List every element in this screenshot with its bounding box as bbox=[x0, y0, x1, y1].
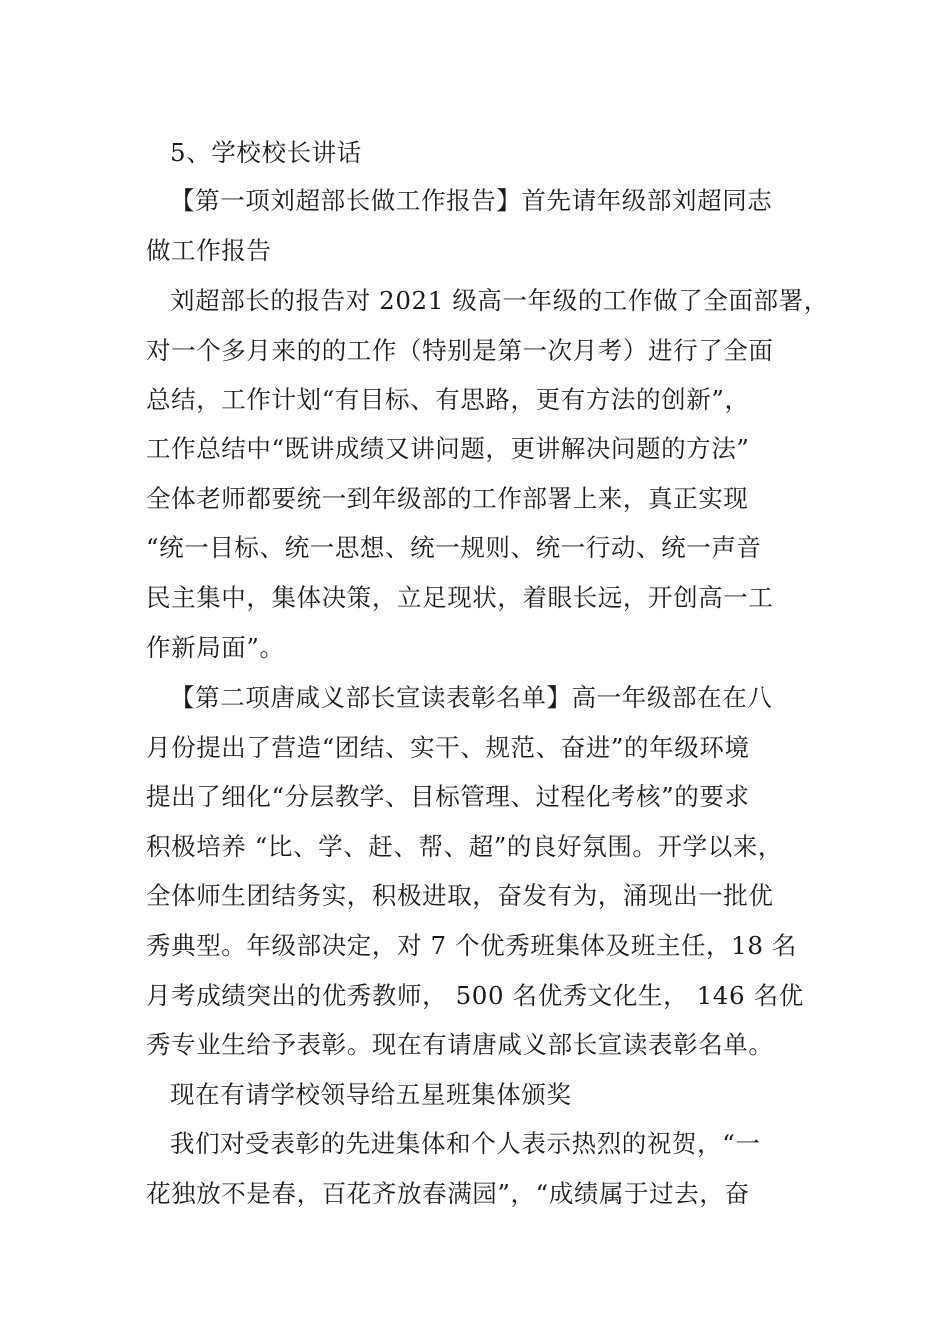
text-line: 花独放不是春，百花齐放春满园”，“成绩属于过去，奋 bbox=[146, 1179, 750, 1208]
text-line: 积极培养 “比、学、赶、帮、超”的良好氛围。开学以来， bbox=[146, 832, 784, 861]
text-line: 月份提出了营造“团结、实干、规范、奋进”的年级环境 bbox=[146, 733, 750, 762]
text-line: 工作总结中“既讲成绩又讲问题，更讲解决问题的方法” bbox=[146, 434, 750, 463]
text-line: 5、学校校长讲话 bbox=[170, 138, 362, 167]
text-line: 做工作报告 bbox=[146, 236, 272, 265]
text-line: 秀专业生给予表彰。现在有请唐咸义部长宣读表彰名单。 bbox=[146, 1030, 774, 1059]
text-line: 【第一项刘超部长做工作报告】首先请年级部刘超同志 bbox=[170, 186, 773, 215]
text-line: “统一目标、统一思想、统一规则、统一行动、统一声音 bbox=[146, 533, 762, 562]
text-line: 我们对受表彰的先进集体和个人表示热烈的祝贺，“一 bbox=[170, 1129, 761, 1158]
text-line: 现在有请学校领导给五星班集体颁奖 bbox=[170, 1080, 572, 1109]
text-line: 全体老师都要统一到年级部的工作部署上来，真正实现 bbox=[146, 484, 749, 513]
text-line: 提出了细化“分层教学、目标管理、过程化考核”的要求 bbox=[146, 782, 750, 811]
text-line: 民主集中，集体决策，立足现状，着眼长远，开创高一工 bbox=[146, 583, 774, 612]
text-line: 月考成绩突出的优秀教师， 500 名优秀文化生， 146 名优 bbox=[146, 981, 804, 1010]
text-line: 刘超部长的报告对 2021 级高一年级的工作做了全面部署， bbox=[170, 286, 829, 315]
text-line: 秀典型。年级部决定，对 7 个优秀班集体及班主任，18 名 bbox=[146, 931, 798, 960]
text-line: 【第二项唐咸义部长宣读表彰名单】高一年级部在在八 bbox=[170, 683, 773, 712]
text-line: 作新局面”。 bbox=[146, 633, 285, 662]
text-line: 全体师生团结务实，积极进取，奋发有为，涌现出一批优 bbox=[146, 881, 774, 910]
text-line: 对一个多月来的的工作（特别是第一次月考）进行了全面 bbox=[146, 336, 774, 365]
text-line: 总结，工作计划“有目标、有思路，更有方法的创新”， bbox=[146, 385, 750, 414]
